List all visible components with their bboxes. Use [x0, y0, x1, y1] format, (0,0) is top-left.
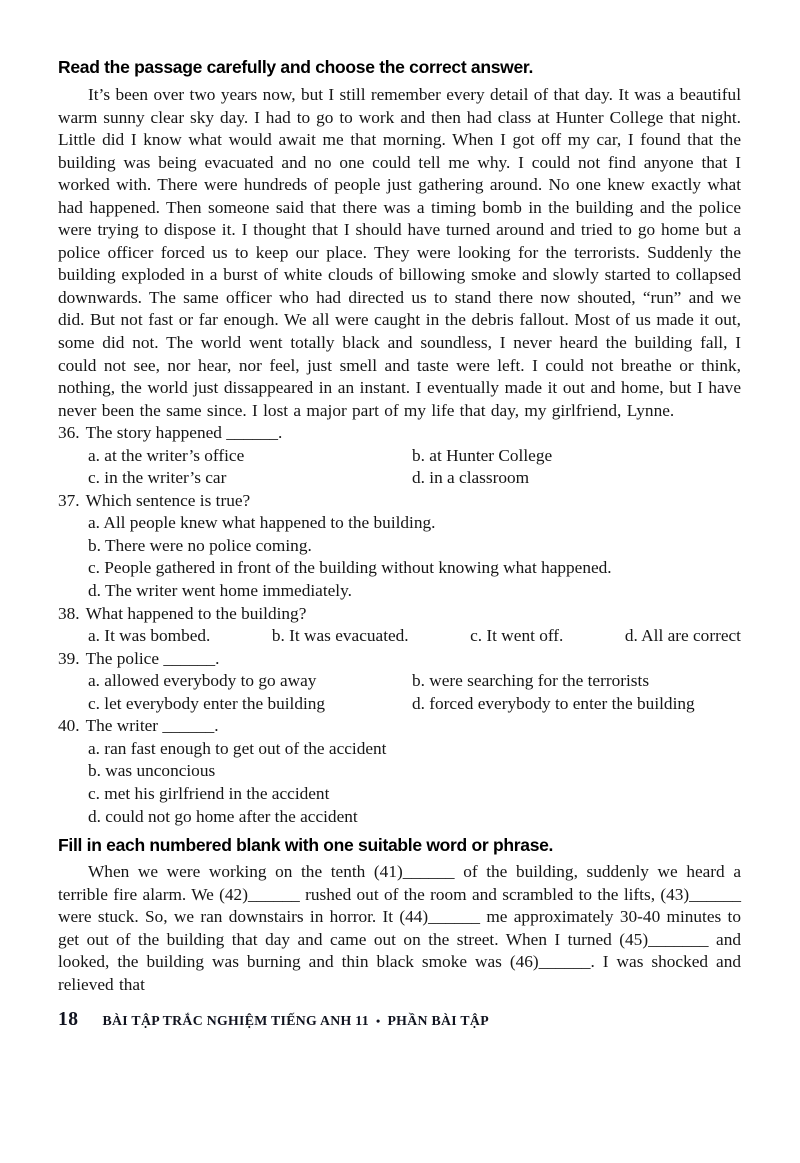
option-39-b: b. were searching for the terrorists [412, 671, 650, 691]
option-38-c: c. It went off. [470, 626, 564, 646]
question-40-text: The writer ______. [85, 716, 219, 736]
question-36-line [58, 422, 741, 445]
reading-passage: It’s been over two years now, but I still remember every detail of that day. It was a beautiful warm sunny clear sky day. I had to go to work and then had class at Hunter College that night. Little did I know what would await me that morning. When I got off my car, I found that the building was being evacuated and no one could tell me why. I could not find anyone that I worked with. There were hundreds of people just gathering around. No one knew exactly what had happened. Then someone said that there was a timing bomb in the building and the police were trying to dispose it. I thought that I should have turned around and tried to go home but a police officer forced us to keep our place. They were looking for the terrorists. Suddenly the building exploded in a burst of white clouds of billowing smoke and slowly started to collapsed downwards. The same officer who had directed us to stand there now shouted, “run” and we did. But not fast or far enough. We all were caught in the debris fallout. Most of us made it out, some did not. The world went totally black and soundless, I never heard the building fall, I could not see, nor hear, nor feel, just smell and taste were left. I could not breathe or think, nothing, the world just dissappeared in an instant. I eventually made it out and home, but I have never been the same since. I lost a major part of my life that day, my girlfriend, Lynne. [58, 85, 741, 420]
question-36 [58, 422, 741, 490]
option-37-c: c. People gathered in front of the building without knowing what happened. [88, 558, 612, 578]
option-37-b: b. There were no police coming. [88, 535, 312, 555]
question-37-options [58, 512, 741, 602]
question-37-number: 37. [58, 490, 80, 510]
question-38-text: What happened to the building? [85, 603, 307, 623]
question-39-line [58, 648, 741, 671]
option-36-d: d. in a classroom [412, 468, 530, 488]
question-38 [58, 603, 741, 648]
question-38-line [58, 603, 741, 626]
option-39-a: a. allowed everybody to go away [88, 671, 317, 691]
option-36-b: b. at Hunter College [412, 445, 553, 465]
page-number: 18 [58, 1009, 79, 1031]
reading-section-heading: Read the passage carefully and choose the correct answer. [58, 57, 534, 77]
option-38-d: d. All are correct [624, 626, 741, 646]
option-40-d: d. could not go home after the accident [88, 806, 358, 826]
question-36-options [58, 445, 741, 490]
question-38-options [58, 625, 741, 648]
page-footer [58, 1009, 741, 1031]
question-39-options [58, 670, 741, 715]
question-37-line [58, 490, 741, 513]
option-37-d: d. The writer went home immediately. [88, 581, 352, 601]
option-40-a: a. ran fast enough to get out of the accident [88, 738, 387, 758]
question-38-number: 38. [58, 603, 80, 623]
book-title: BÀI TẬP TRẮC NGHIỆM TIẾNG ANH 11 [102, 1013, 369, 1029]
question-37-text: Which sentence is true? [85, 490, 251, 510]
option-39-c: c. let everybody enter the building [88, 693, 326, 713]
fill-blank-section-heading: Fill in each numbered blank with one suitable word or phrase. [58, 835, 554, 856]
question-40 [58, 715, 741, 828]
question-39-number: 39. [58, 648, 80, 668]
question-36-number: 36. [58, 423, 80, 443]
option-36-a: a. at the writer’s office [88, 445, 245, 465]
option-36-c: c. in the writer’s car [88, 468, 227, 488]
option-40-c: c. met his girlfriend in the accident [88, 783, 330, 803]
question-36-text: The story happened ______. [85, 423, 283, 443]
option-40-b: b. was unconcious [88, 761, 216, 781]
footer-separator-dot: • [375, 1014, 381, 1029]
option-38-a: a. It was bombed. [88, 626, 211, 646]
question-37 [58, 490, 741, 603]
question-40-options [58, 738, 741, 828]
question-39-text: The police ______. [85, 648, 220, 668]
footer-section-title: PHẦN BÀI TẬP [387, 1013, 489, 1029]
question-39 [58, 648, 741, 716]
footer-book-title-line [103, 1013, 489, 1029]
question-40-line [58, 715, 741, 738]
option-39-d: d. forced everybody to enter the building [412, 693, 695, 713]
option-37-a: a. All people knew what happened to the building. [88, 513, 436, 533]
question-40-number: 40. [58, 716, 80, 736]
option-38-b: b. It was evacuated. [271, 626, 409, 646]
fill-blank-paragraph: When we were working on the tenth (41)______ of the building, suddenly we heard a terrible fire alarm. We (42)______ rushed out of the room and scrambled to the lifts, (43)______ were stuck. So, we ran downstairs in horror. It (44)______ me approximately 30-40 minutes to get out of the building that day and came out on the street. When I turned (45)_______ and looked, the building was burning and thin black smoke was (46)______. I was shocked and relieved that [58, 862, 741, 994]
